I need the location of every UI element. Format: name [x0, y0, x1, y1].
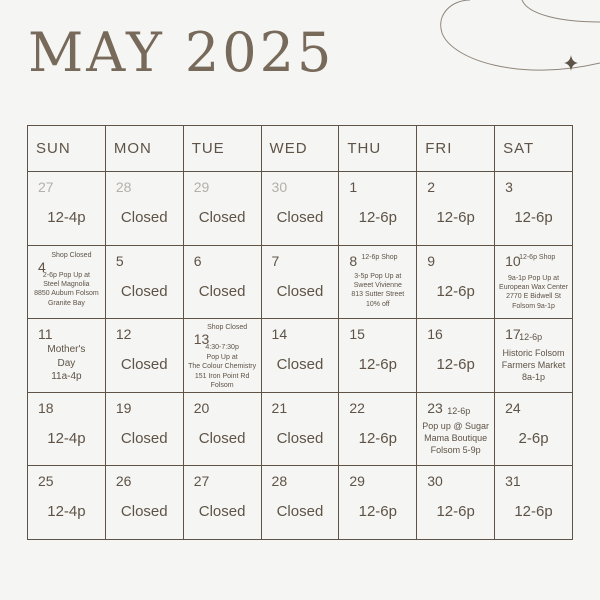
- day-number: 28: [271, 473, 288, 490]
- day-cell: [183, 172, 261, 246]
- page-title: MAY 2025: [28, 21, 335, 84]
- store-hours: 12-6p: [436, 209, 475, 226]
- store-hours: 2-6p: [518, 429, 549, 447]
- day-number: 4: [38, 258, 46, 275]
- day-number: 31: [505, 473, 521, 490]
- day-cell: [28, 466, 106, 540]
- store-hours: 12-6p: [436, 503, 475, 521]
- day-number: 19: [115, 399, 132, 416]
- calendar-week: [28, 466, 573, 540]
- day-number: 20: [193, 399, 210, 416]
- store-hours: 12-4p: [47, 209, 86, 226]
- day-event-note: Historic Folsom Farmers Market 8a-1p: [501, 348, 566, 383]
- day-cell: [183, 319, 261, 393]
- day-cell: [495, 172, 573, 246]
- store-hours: 12-4p: [47, 503, 86, 521]
- day-cell: [417, 319, 495, 393]
- store-hours: Closed: [198, 209, 246, 226]
- day-cell: [261, 466, 339, 540]
- store-hours: Closed: [198, 282, 246, 300]
- day-number: 29: [193, 179, 210, 195]
- store-hours: 12-6p: [436, 356, 475, 374]
- day-number: 17: [505, 326, 521, 343]
- day-number: 7: [271, 252, 280, 269]
- store-hours: Closed: [120, 429, 168, 447]
- day-cell: [339, 466, 417, 540]
- store-hours: Closed: [120, 356, 168, 374]
- day-cell: [105, 319, 183, 393]
- weekday-header: THU: [339, 126, 417, 172]
- weekday-header: SUN: [28, 126, 106, 172]
- store-hours: Closed: [198, 503, 246, 521]
- store-hours: Closed: [276, 429, 324, 447]
- store-hours: Closed: [120, 209, 168, 226]
- day-cell: [495, 319, 573, 393]
- day-number: 16: [427, 326, 443, 343]
- weekday-header: SAT: [495, 126, 573, 172]
- day-cell: [417, 466, 495, 540]
- weekday-header: WED: [261, 126, 339, 172]
- store-hours: Closed: [120, 282, 168, 300]
- day-number: 24: [505, 399, 521, 416]
- day-cell: [105, 392, 183, 466]
- day-cell: [28, 245, 106, 319]
- store-hours: 12-6p: [436, 282, 475, 300]
- day-number: 26: [115, 473, 132, 490]
- day-number: 27: [38, 179, 54, 195]
- day-side-note: 12-6p: [447, 405, 471, 416]
- day-cell: [339, 392, 417, 466]
- store-hours: Closed: [276, 356, 324, 374]
- day-number: 23: [427, 399, 443, 416]
- day-number: 22: [349, 399, 365, 416]
- day-cell: [417, 172, 495, 246]
- day-cell: [339, 245, 417, 319]
- calendar-week: [28, 172, 573, 246]
- day-cell: [417, 392, 495, 466]
- calendar-week: [28, 319, 573, 393]
- day-event-note: 9a-1p Pop Up at European Wax Center 2770 E Bidwell St Folsom 9a-1p: [499, 274, 569, 310]
- day-number: 29: [349, 473, 365, 490]
- day-cell: [417, 245, 495, 319]
- day-event-note: Mother's Day 11a-4p: [47, 344, 86, 383]
- day-number: 3: [505, 179, 513, 195]
- calendar-week: [28, 245, 573, 319]
- day-number: 12: [115, 326, 132, 343]
- weekday-header: MON: [105, 126, 183, 172]
- day-number: 13: [193, 331, 210, 348]
- day-number: 18: [38, 399, 54, 416]
- day-cell: [495, 245, 573, 319]
- weekday-header: TUE: [183, 126, 261, 172]
- day-number: 27: [193, 473, 210, 490]
- day-number: 30: [427, 473, 443, 490]
- day-cell: [339, 172, 417, 246]
- day-event-note: 4:30-7:30p Pop Up at The Colour Chemistry 151 Iron Point Rd Folsom: [188, 344, 257, 389]
- day-number: 14: [271, 326, 288, 343]
- day-event-note: 3-5p Pop Up at Sweet Vivienne 813 Sutter Street 10% off: [351, 272, 405, 308]
- day-cell: [105, 245, 183, 319]
- day-number: 15: [349, 326, 365, 343]
- day-cell: [261, 392, 339, 466]
- day-cell: [28, 172, 106, 246]
- store-hours: 12-4p: [47, 429, 86, 447]
- day-number: 8: [349, 252, 358, 269]
- day-number: 10: [505, 252, 521, 269]
- day-cell: [495, 392, 573, 466]
- store-hours: 12-6p: [514, 503, 553, 521]
- day-cell: [183, 392, 261, 466]
- store-hours: Closed: [276, 209, 324, 226]
- day-cell: [339, 319, 417, 393]
- day-number: 2: [427, 179, 436, 195]
- day-cell: [28, 392, 106, 466]
- store-hours: 12-6p: [358, 429, 397, 447]
- weekday-header: FRI: [417, 126, 495, 172]
- day-number: 25: [38, 473, 54, 490]
- day-event-note: Pop up @ Sugar Mama Boutique Folsom 5-9p: [422, 420, 489, 456]
- day-event-note: 2-6p Pop Up at Steel Magnolia 8850 Auburn Folsom Granite Bay: [34, 271, 99, 307]
- calendar-week: [28, 392, 573, 466]
- day-note-top: Shop Closed: [207, 324, 248, 332]
- day-cell: [261, 172, 339, 246]
- day-number: 11: [38, 326, 53, 343]
- day-side-note: 12-6p: [519, 332, 543, 343]
- day-number: 1: [349, 179, 358, 195]
- day-note-top: Shop Closed: [51, 251, 92, 259]
- store-hours: 12-6p: [514, 209, 553, 226]
- calendar-grid: [27, 125, 573, 540]
- day-number: 28: [115, 179, 132, 195]
- day-cell: [495, 466, 573, 540]
- day-number: 5: [115, 252, 124, 269]
- day-cell: [105, 172, 183, 246]
- day-cell: [261, 245, 339, 319]
- store-hours: 12-6p: [358, 356, 397, 374]
- store-hours: Closed: [120, 503, 168, 521]
- day-number: 9: [427, 252, 436, 269]
- day-cell: [183, 466, 261, 540]
- store-hours: Closed: [276, 503, 324, 521]
- day-side-note: 12-6p Shop: [361, 253, 398, 261]
- day-number: 30: [271, 179, 288, 195]
- store-hours: 12-6p: [358, 209, 397, 226]
- day-number: 6: [193, 252, 202, 269]
- day-side-note: 12-6p Shop: [519, 253, 556, 261]
- day-cell: [183, 245, 261, 319]
- weekday-header-row: [28, 126, 573, 172]
- store-hours: Closed: [276, 282, 324, 300]
- day-number: 21: [271, 399, 288, 416]
- store-hours: 12-6p: [358, 503, 397, 521]
- store-hours: Closed: [198, 429, 246, 447]
- day-cell: [28, 319, 106, 393]
- day-cell: [261, 319, 339, 393]
- day-cell: [105, 466, 183, 540]
